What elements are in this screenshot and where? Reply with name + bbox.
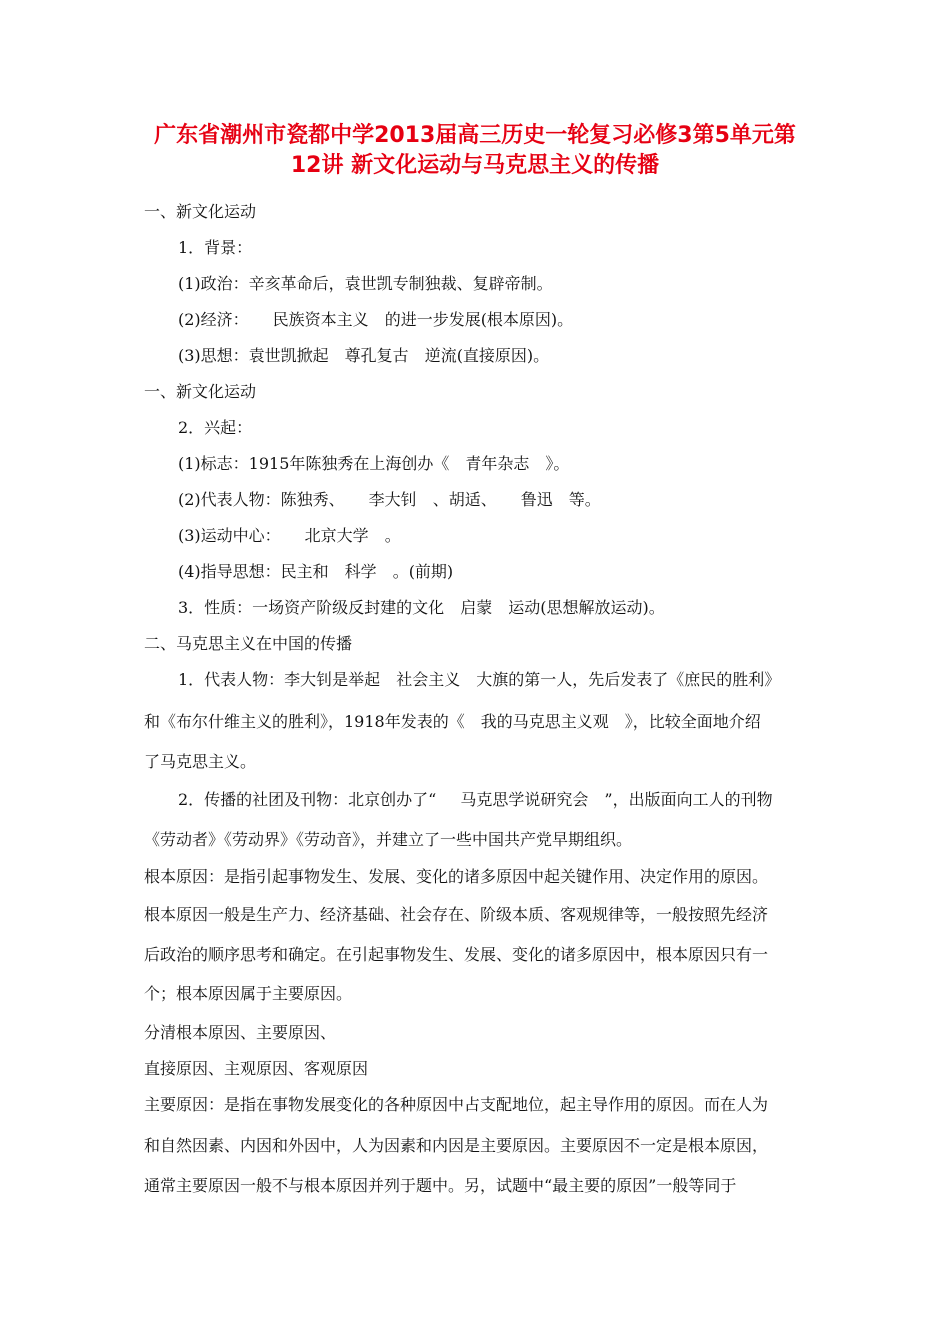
section-heading-1: 一、新文化运动 <box>144 202 257 221</box>
nature-suffix: 运动(思想解放运动)。 <box>508 598 665 617</box>
movement-nature <box>178 597 848 619</box>
figures-blank-1: 李大钊 <box>368 490 417 509</box>
thought-suffix: 逆流(直接原因)。 <box>424 346 550 365</box>
rise-guiding-thought <box>178 561 848 583</box>
nature-blank: 启蒙 <box>460 598 493 617</box>
center-suffix: 。 <box>384 526 401 545</box>
marxism-figures-line-2 <box>144 711 814 733</box>
rise-sign <box>178 453 848 475</box>
document-title <box>110 121 840 181</box>
rise-figures <box>178 489 848 511</box>
background-label: 1．背景： <box>178 238 253 257</box>
note-line-5: 分清根本原因、主要原因、 <box>144 1023 337 1042</box>
note-line-3: 后政治的顺序思考和确定。在引起事物发生、发展、变化的诸多原因中，根本原因只有一 <box>144 945 769 964</box>
sign-suffix: 》。 <box>545 454 570 473</box>
background-thought <box>178 345 848 367</box>
societies-blank: 马克思学说研究会 <box>460 790 589 809</box>
center-prefix: (3)运动中心： <box>178 526 281 545</box>
nature-prefix: 3．性质：一场资产阶级反封建的文化 <box>178 598 445 617</box>
background-politics: (1)政治：辛亥革命后，袁世凯专制独裁、复辟帝制。 <box>178 274 553 293</box>
title-line-2: 12讲 新文化运动与马克思主义的传播 <box>290 153 660 178</box>
thought-blank: 尊孔复古 <box>344 346 409 365</box>
guiding-prefix: (4)指导思想：民主和 <box>178 562 329 581</box>
figures-suffix: 等。 <box>568 490 601 509</box>
note-line-2: 根本原因一般是生产力、经济基础、社会存在、阶级本质、客观规律等，一般按照先经济 <box>144 905 769 924</box>
background-economy <box>178 309 848 331</box>
section-heading-1b: 一、新文化运动 <box>144 382 257 401</box>
thought-prefix: (3)思想：袁世凯掀起 <box>178 346 329 365</box>
economy-suffix: 的进一步发展(根本原因)。 <box>384 310 574 329</box>
marx-fig2-prefix: 和《布尔什维主义的胜利》，1918年发表的《 <box>144 712 465 731</box>
marx-fig2-suffix: 》，比较全面地介绍 <box>624 712 761 731</box>
rise-center <box>178 525 848 547</box>
marx-fig-blank: 社会主义 <box>396 670 461 689</box>
note-line-4: 个；根本原因属于主要原因。 <box>144 984 353 1003</box>
figures-mid: 、胡适、 <box>432 490 497 509</box>
sign-blank: 青年杂志 <box>465 454 530 473</box>
note-line-7: 主要原因：是指在事物发展变化的各种原因中占支配地位，起主导作用的原因。而在人为 <box>144 1095 769 1114</box>
center-blank: 北京大学 <box>304 526 369 545</box>
economy-blank: 民族资本主义 <box>272 310 369 329</box>
figures-blank-2: 鲁迅 <box>520 490 553 509</box>
figures-prefix: (2)代表人物：陈独秀、 <box>178 490 345 509</box>
sign-prefix: (1)标志：1915年陈独秀在上海创办《 <box>178 454 450 473</box>
section-heading-2: 二、马克思主义在中国的传播 <box>144 634 353 653</box>
note-line-8: 和自然因素、内因和外因中，人为因素和内因是主要原因。主要原因不一定是根本原因， <box>144 1136 769 1155</box>
guiding-suffix: 。(前期) <box>392 562 454 581</box>
marxism-societies-line-2: 《劳动者》《劳动界》《劳动音》，并建立了一些中国共产党早期组织。 <box>144 830 633 849</box>
marx-fig-suffix: 大旗的第一人，先后发表了《庶民的胜利》 <box>476 670 781 689</box>
note-line-9: 通常主要原因一般不与根本原因并列于题中。另，试题中“最主要的原因”一般等同于 <box>144 1176 737 1195</box>
societies-prefix: 2．传播的社团及刊物：北京创办了“ <box>178 790 437 809</box>
rise-label: 2．兴起： <box>178 418 253 437</box>
marx-fig2-blank: 我的马克思主义观 <box>480 712 609 731</box>
marxism-figures-line-1 <box>178 669 848 691</box>
note-line-6: 直接原因、主观原因、客观原因 <box>144 1059 369 1078</box>
marxism-societies-line-1 <box>178 789 848 811</box>
note-line-1: 根本原因：是指引起事物发生、发展、变化的诸多原因中起关键作用、决定作用的原因。 <box>144 867 769 886</box>
title-line-1: 广东省潮州市瓷都中学2013届高三历史一轮复习必修3第5单元第 <box>154 123 796 148</box>
guiding-blank: 科学 <box>344 562 377 581</box>
marxism-figures-line-3: 了马克思主义。 <box>144 752 257 771</box>
economy-prefix: (2)经济： <box>178 310 249 329</box>
societies-suffix: ”，出版面向工人的刊物 <box>604 790 773 809</box>
marx-fig-prefix: 1．代表人物：李大钊是举起 <box>178 670 381 689</box>
